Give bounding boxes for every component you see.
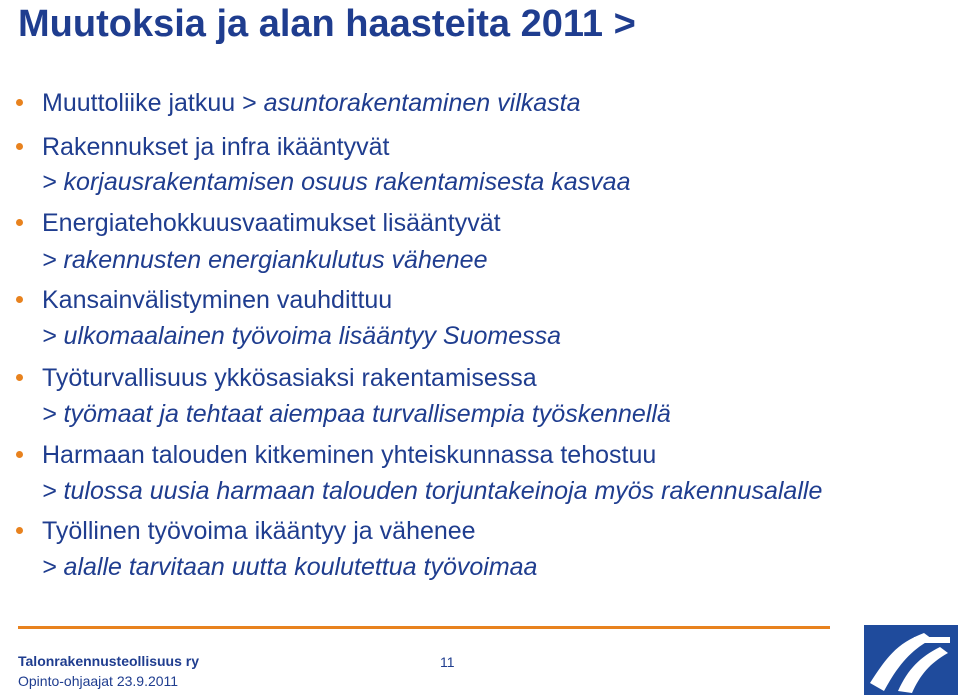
bullet-dot-icon bbox=[16, 296, 23, 303]
bullet-dot-icon bbox=[16, 374, 23, 381]
bullet-line: Energiatehokkuusvaatimukset lisääntyvät bbox=[42, 209, 501, 237]
footer-event: Opinto-ohjaajat 23.9.2011 bbox=[18, 673, 179, 689]
page-number: 11 bbox=[440, 654, 455, 670]
bullet-subline: > työmaat ja tehtaat aiempaa turvallisempia työskennellä bbox=[42, 400, 671, 428]
bullet-line: Työllinen työvoima ikääntyy ja vähenee bbox=[42, 517, 476, 545]
bullet-dot-icon bbox=[16, 99, 23, 106]
bullet-dot-icon bbox=[16, 451, 23, 458]
bullet-dot-icon bbox=[16, 219, 23, 226]
talonrakennusteollisuus-logo-icon bbox=[864, 625, 958, 695]
bullet-dot-icon bbox=[16, 143, 23, 150]
bullet-dot-icon bbox=[16, 527, 23, 534]
bullet-line: Kansainvälistyminen vauhdittuu bbox=[42, 286, 393, 314]
bullet-line: Rakennukset ja infra ikääntyvät bbox=[42, 133, 390, 161]
bullet-line-text: Muuttoliike jatkuu > bbox=[42, 89, 264, 117]
bullet-line bbox=[42, 86, 581, 120]
bullet-subline: > korjausrakentamisen osuus rakentamisesta kasvaa bbox=[42, 168, 631, 196]
bullet-subline: > ulkomaalainen työvoima lisääntyy Suomessa bbox=[42, 322, 562, 350]
bullet-line-italic-text: asuntorakentaminen vilkasta bbox=[263, 89, 581, 117]
bullet-line: Työturvallisuus ykkösasiaksi rakentamisessa bbox=[42, 364, 537, 392]
footer-rule bbox=[18, 626, 830, 629]
bullet-subline: > tulossa uusia harmaan talouden torjuntakeinoja myös rakennusalalle bbox=[42, 477, 823, 505]
footer-organization: Talonrakennusteollisuus ry bbox=[18, 653, 200, 669]
bullet-subline: > rakennusten energiankulutus vähenee bbox=[42, 246, 488, 274]
bullet-line: Harmaan talouden kitkeminen yhteiskunnassa tehostuu bbox=[42, 441, 657, 469]
slide-title: Muutoksia ja alan haasteita 2011 > bbox=[18, 3, 636, 45]
bullet-subline: > alalle tarvitaan uutta koulutettua työvoimaa bbox=[42, 553, 538, 581]
